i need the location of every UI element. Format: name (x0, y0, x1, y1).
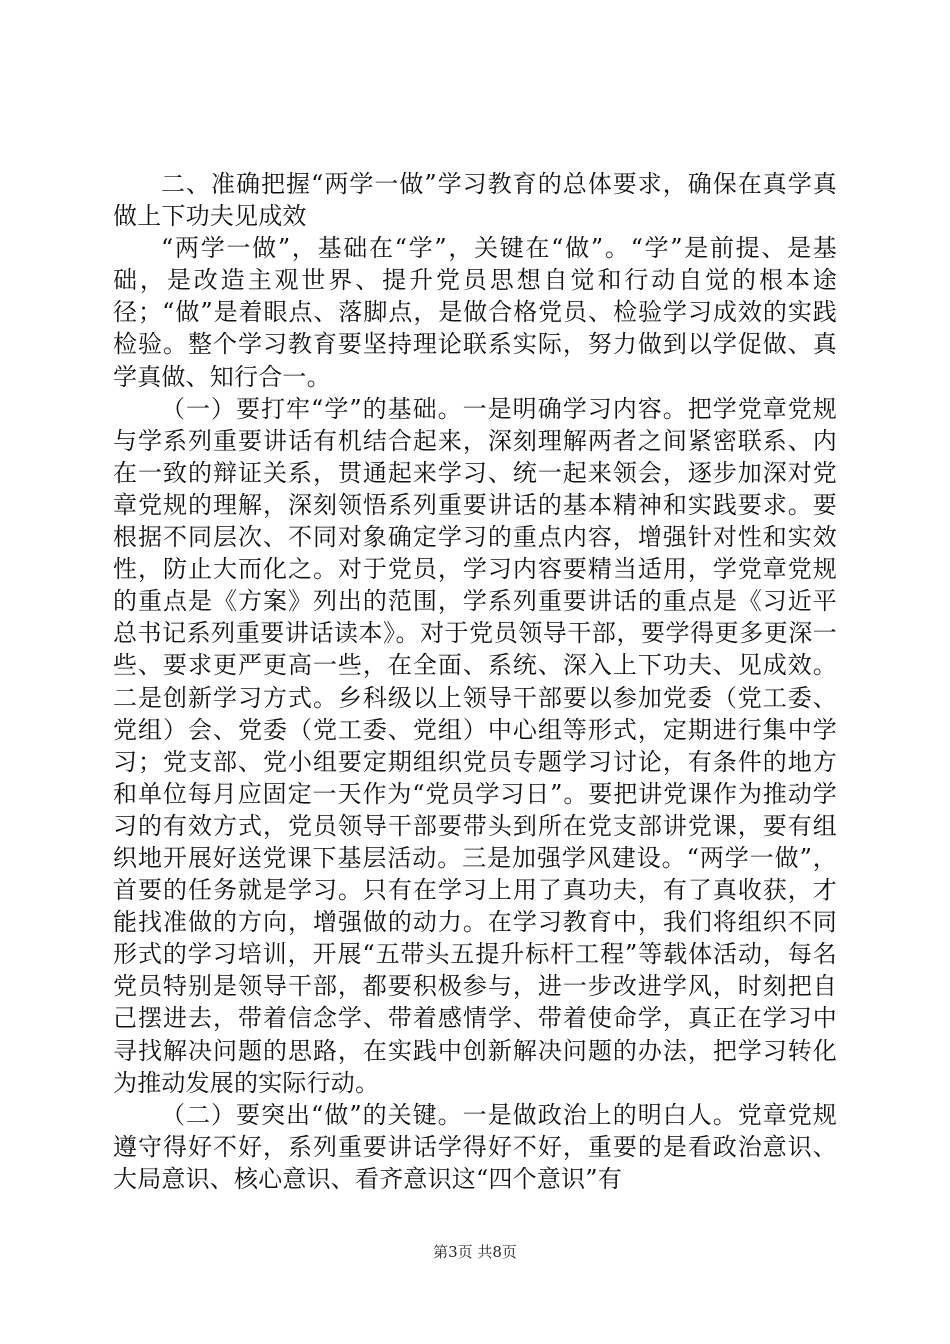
section-heading: 二、准确把握“两学一做”学习教育的总体要求，确保在真学真做上下功夫见成效 (113, 170, 837, 231)
document-body (113, 168, 837, 1195)
page-number-footer: 第3页 共8页 (433, 1243, 517, 1261)
paragraph-action-key: （二）要突出“做”的关键。一是做政治上的明白人。党章党规遵守得好不好，系列重要讲话学得好不好，重要的是看政治意识、大局意识、核心意识、看齐意识这“四个意识”有 (113, 1100, 837, 1193)
paragraph-study-foundation: （一）要打牢“学”的基础。一是明确学习内容。把学党章党规与学系列重要讲话有机结合起来，深刻理解两者之间紧密联系、内在一致的辩证关系，贯通起来学习、统一起来领会，逐步加深对党章党规的理解，深刻领悟系列重要讲话的基本精神和实践要求。要根据不同层次、不同对象确定学习的重点内容，增强针对性和实效性，防止大而化之。对于党员，学习内容要精当适用，学党章党规的重点是《方案》列出的范围，学系列重要讲话的重点是《习近平总书记系列重要讲话读本》。对于党员领导干部，要学得更多更深一些、要求更严更高一些，在全面、系统、深入上下功夫、见成效。二是创新学习方式。乡科级以上领导干部要以参加党委（党工委、党组）会、党委（党工委、党组）中心组等形式，定期进行集中学习；党支部、党小组要定期组织党员专题学习讨论，有条件的地方和单位每月应固定一天作为“党员学习日”。要把讲党课作为推动学习的有效方式，党员领导干部要带头到所在党支部讲党课，要有组织地开展好送党课下基层活动。三是加强学风建设。“两学一做”，首要的任务就是学习。只有在学习上用了真功夫，有了真收获，才能找准做的方向，增强做的动力。在学习教育中，我们将组织不同形式的学习培训，开展“五带头五提升标杆工程”等载体活动，每名党员特别是领导干部，都要积极参与，进一步改进学风，时刻把自己摆进去，带着信念学、带着感情学、带着使命学，真正在学习中寻找解决问题的思路，在实践中创新解决问题的办法，把学习转化为推动发展的实际行动。 (113, 394, 837, 1097)
paragraph-intro: “两学一做”，基础在“学”，关键在“做”。“学”是前提、是基础，是改造主观世界、提升党员思想自觉和行动自觉的根本途径；“做”是着眼点、落脚点，是做合格党员、检验学习成效的实践检验。整个学习教育要坚持理论联系实际，努力做到以学促做、真学真做、知行合一。 (113, 234, 837, 391)
